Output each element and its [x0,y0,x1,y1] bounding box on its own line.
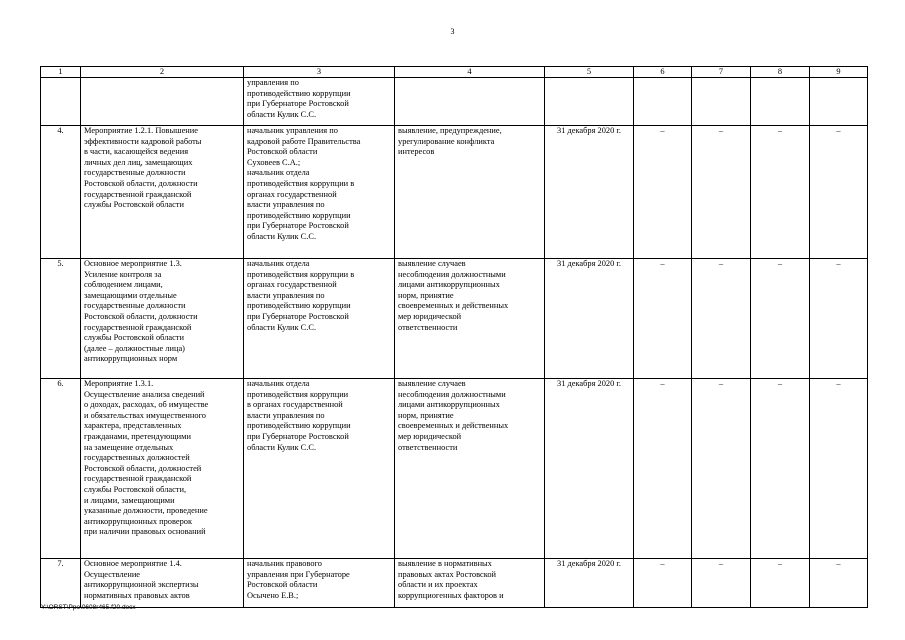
header-cell: 9 [810,67,868,78]
deadline-cell: 31 декабря 2020 г. [545,126,634,259]
cell-col6: – [634,559,692,608]
deadline-cell: 31 декабря 2020 г. [545,559,634,608]
deadline-cell: 31 декабря 2020 г. [545,379,634,559]
cell-col7 [692,78,751,126]
table-row [41,259,868,379]
table-row [41,379,868,559]
cell-col6: – [634,126,692,259]
cell-col7: – [692,379,751,559]
page-number: 3 [450,27,455,36]
cell-col8 [751,78,810,126]
deadline-cell: 31 декабря 2020 г. [545,259,634,379]
result-cell: выявление случаев несоблюдения должностными лицами антикоррупционных норм, принятие своевременных и действенных мер юридической ответственности [395,379,545,559]
header-cell: 2 [81,67,244,78]
cell-col8: – [751,379,810,559]
cell-col9 [810,78,868,126]
cell-col6 [634,78,692,126]
result-cell [395,78,545,126]
cell-col6: – [634,259,692,379]
cell-col9: – [810,379,868,559]
file-path-footer: Y:\ORST\Ppo\0608r465.f20.docx [41,604,136,611]
table-row [41,78,868,126]
activity-cell: Основное мероприятие 1.3. Усиление контроля за соблюдением лицами, замещающими отдельные государственные должности Ростовской области, должности государственной гражданской службы Ростовской области (далее – должностные лица) антикоррупционных норм [81,259,244,379]
header-cell: 4 [395,67,545,78]
activity-cell: Основное мероприятие 1.4. Осуществление антикоррупционной экспертизы нормативных правовых актов [81,559,244,608]
row-number: 6. [41,379,81,559]
cell-col9: – [810,259,868,379]
cell-col8: – [751,559,810,608]
cell-col9: – [810,126,868,259]
cell-col8: – [751,259,810,379]
program-table [40,66,868,608]
table-row [41,126,868,259]
responsible-cell: управления по противодействию коррупции при Губернаторе Ростовской области Кулик С.С. [244,78,395,126]
header-cell: 8 [751,67,810,78]
header-cell: 3 [244,67,395,78]
cell-col7: – [692,126,751,259]
result-cell: выявление в нормативных правовых актах Ростовской области и их проектах коррупциогенных факторов и [395,559,545,608]
header-cell: 1 [41,67,81,78]
responsible-cell: начальник управления по кадровой работе Правительства Ростовской области Суховеев С.А.; начальник отдела противодействия коррупции в органах государственной власти управления по противодействию коррупции при Губернаторе Ростовской области Кулик С.С. [244,126,395,259]
header-cell: 5 [545,67,634,78]
table-row [41,559,868,608]
cell-col7: – [692,559,751,608]
activity-cell: Мероприятие 1.3.1. Осуществление анализа сведений о доходах, расходах, об имуществе и обязательствах имущественного характера, представленных гражданами, претендующими на замещение отдельных государственных должностей Ростовской области, должностей государственной гражданской службы Ростовской области, и лицами, замещающими указанные должности, проведение антикоррупционных проверок при наличии правовых оснований [81,379,244,559]
cell-col9: – [810,559,868,608]
result-cell: выявление, предупреждение, урегулирование конфликта интересов [395,126,545,259]
responsible-cell: начальник правового управления при Губернаторе Ростовской области Осычено Е.В.; [244,559,395,608]
row-number: 5. [41,259,81,379]
deadline-cell [545,78,634,126]
row-number: 4. [41,126,81,259]
header-cell: 7 [692,67,751,78]
cell-col7: – [692,259,751,379]
cell-col6: – [634,379,692,559]
responsible-cell: начальник отдела противодействия коррупции в органах государственной власти управления по противодействию коррупции при Губернаторе Ростовской области Кулик С.С. [244,259,395,379]
row-number [41,78,81,126]
cell-col8: – [751,126,810,259]
header-cell: 6 [634,67,692,78]
header-row [41,67,868,78]
result-cell: выявление случаев несоблюдения должностными лицами антикоррупционных норм, принятие своевременных и действенных мер юридической ответственности [395,259,545,379]
activity-cell [81,78,244,126]
activity-cell: Мероприятие 1.2.1. Повышение эффективности кадровой работы в части, касающейся ведения личных дел лиц, замещающих государственные должности Ростовской области, должности государственной гражданской службы Ростовской области [81,126,244,259]
row-number: 7. [41,559,81,608]
responsible-cell: начальник отдела противодействия коррупции в органах государственной власти управления по противодействию коррупции при Губернаторе Ростовской области Кулик С.С. [244,379,395,559]
